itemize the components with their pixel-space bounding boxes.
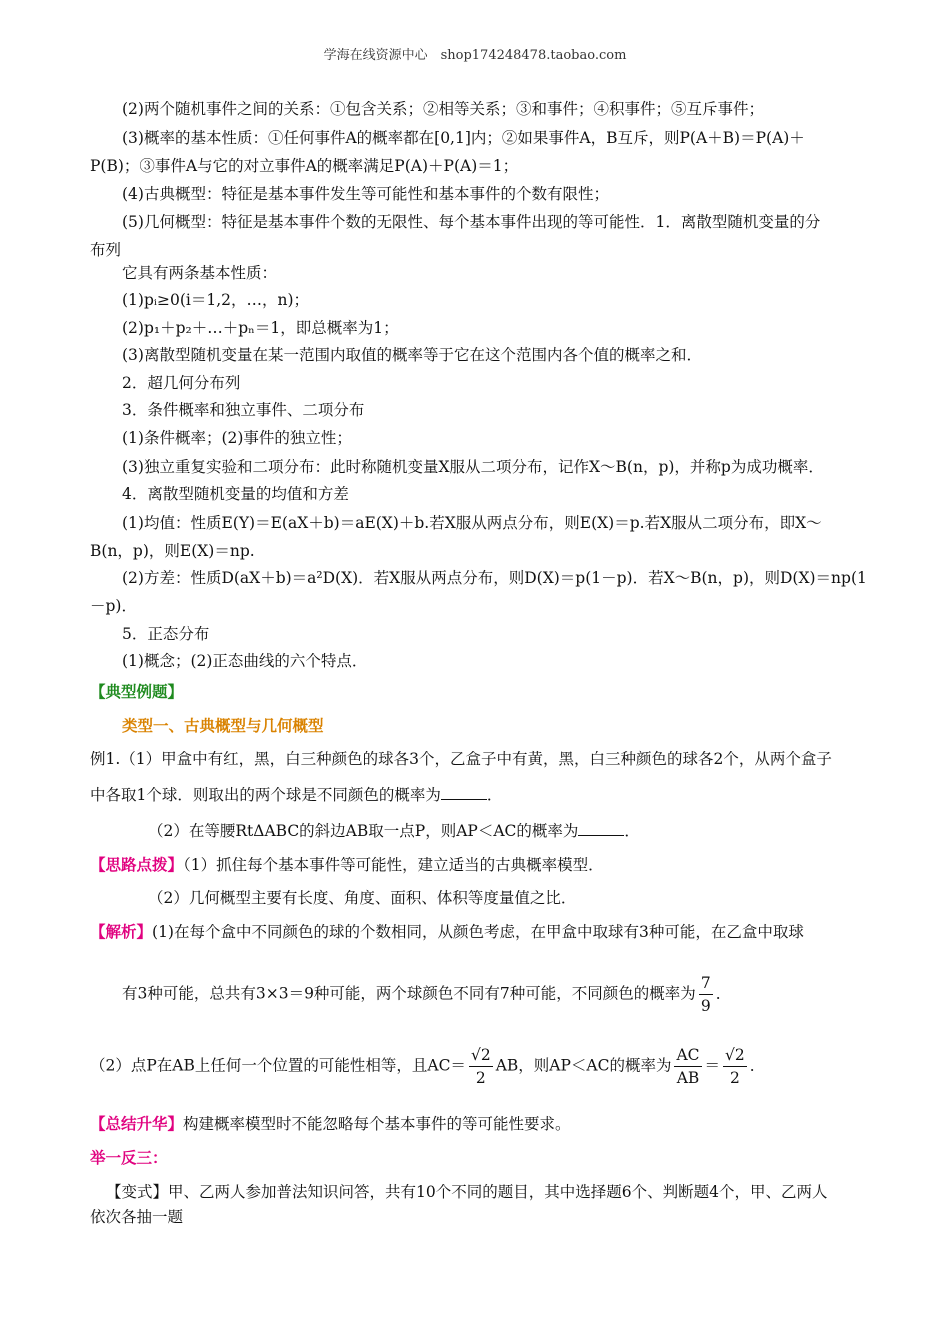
hint-line: （2）几何概型主要有长度、角度、面积、体积等度量值之比． xyxy=(148,889,577,907)
example-line xyxy=(90,785,502,805)
fraction-denominator: AB xyxy=(676,1069,700,1087)
fraction-denominator: 9 xyxy=(700,997,711,1015)
text-line: (1)均值：性质E(Y)＝E(aX＋b)＝aE(X)＋b.若X服从两点分布，则E(X)＝p.若X服从二项分布，即X～ xyxy=(122,514,822,532)
text-line: 3．条件概率和独立事件、二项分布 xyxy=(122,401,365,419)
answer-blank xyxy=(578,821,624,836)
fraction xyxy=(469,1044,493,1089)
fraction-numerator: AC xyxy=(674,1044,701,1067)
example-text: ． xyxy=(486,786,503,804)
hint-text: （1）抓住每个基本事件等可能性，建立适当的古典概率模型． xyxy=(183,856,604,874)
text-line: (1)条件概率；(2)事件的独立性； xyxy=(122,429,352,447)
solution-text: (1)在每个盒中不同颜色的球的个数相同，从颜色考虑，在甲盒中取球有3种可能，在乙盒中取球 xyxy=(152,923,804,941)
practice-line: 【变式】甲、乙两人参加普法知识问答，共有10个不同的题目，其中选择题6个、判断题4个，甲、乙两人 xyxy=(106,1183,828,1201)
fraction-denominator: 2 xyxy=(475,1069,486,1087)
text-line: 布列 xyxy=(90,241,122,259)
text-line: 它具有两条基本性质： xyxy=(122,264,278,282)
text-line: 4．离散型随机变量的均值和方差 xyxy=(122,485,349,503)
example-text: 中各取1个球．则取出的两个球是不同颜色的概率为 xyxy=(90,786,441,804)
example-text: ． xyxy=(624,822,640,840)
text-line: (3)独立重复实验和二项分布：此时称随机变量X服从二项分布，记作X～B(n，p)，并称p为成功概率． xyxy=(122,458,824,476)
answer-blank xyxy=(441,785,487,800)
example-line: 例1.（1）甲盒中有红，黑，白三种颜色的球各3个，乙盒子中有黄，黑，白三种颜色的球各2个，从两个盒子 xyxy=(90,750,832,768)
text-line: P(B)；③事件A与它的对立事件A的概率满足P(A)＋P(A)＝1； xyxy=(90,157,519,175)
hint-line xyxy=(90,855,604,875)
type-title: 类型一、古典概型与几何概型 xyxy=(122,716,324,735)
fraction xyxy=(723,1044,747,1089)
solution-text: AB，则AP＜AC的概率为 xyxy=(495,1056,672,1075)
fraction-numerator: 7 xyxy=(699,972,713,995)
text-line: (5)几何概型：特征是基本事件个数的无限性、每个基本事件出现的等可能性．1．离散型随机变量的分 xyxy=(122,213,821,231)
practice-line: 依次各抽一题 xyxy=(90,1208,184,1226)
solution-text: ． xyxy=(749,1056,766,1075)
practice-label: 举一反三： xyxy=(90,1148,168,1167)
solution-text: （2）点P在AB上任何一个位置的可能性相等，且AC＝ xyxy=(90,1056,466,1075)
fraction-denominator: 2 xyxy=(729,1069,740,1087)
text-line: (3)概率的基本性质：①任何事件A的概率都在[0,1]内；②如果事件A，B互斥，则P(A＋B)＝P(A)＋ xyxy=(122,129,805,147)
text-line: (3)离散型随机变量在某一范围内取值的概率等于它在这个范围内各个值的概率之和． xyxy=(122,346,702,364)
text-line: (2)p₁＋p₂＋…＋pₙ＝1，即总概率为1； xyxy=(122,319,399,337)
summary-line xyxy=(90,1114,571,1134)
solution-line xyxy=(90,1044,765,1089)
section-title: 【典型例题】 xyxy=(90,682,184,701)
solution-text: 有3种可能，总共有3×3＝9种可能，两个球颜色不同有7种可能，不同颜色的概率为 xyxy=(122,984,696,1003)
fraction xyxy=(674,1044,701,1089)
text-line: 5．正态分布 xyxy=(122,625,210,643)
text-line: (4)古典概型：特征是基本事件发生等可能性和基本事件的个数有限性； xyxy=(122,185,609,203)
solution-line xyxy=(90,922,804,942)
hint-label: 【思路点拨】 xyxy=(90,855,184,874)
page-header: 学海在线资源中心 shop174248478.taobao.com xyxy=(323,48,627,63)
text-line: (1)pᵢ≥0(i＝1,2，…，n)； xyxy=(122,291,310,309)
text-line: (2)两个随机事件之间的关系：①包含关系；②相等关系；③和事件；④积事件；⑤互斥事件； xyxy=(122,100,764,118)
text-line: －p)． xyxy=(90,597,137,615)
text-line: 2．超几何分布列 xyxy=(122,374,241,392)
example-text: （2）在等腰RtΔABC的斜边AB取一点P，则AP＜AC的概率为 xyxy=(148,822,579,840)
example-line xyxy=(148,821,640,841)
text-line: B(n，p)，则E(X)＝np. xyxy=(90,542,255,560)
summary-label: 【总结升华】 xyxy=(90,1114,184,1133)
text-line: (2)方差：性质D(aX＋b)＝a²D(X)．若X服从两点分布，则D(X)＝p(1－p)．若X～B(n，p)，则D(X)＝np(1 xyxy=(122,569,867,587)
fraction-numerator: √2 xyxy=(469,1044,493,1067)
solution-line xyxy=(122,972,731,1017)
fraction xyxy=(699,972,713,1017)
summary-text: 构建概率模型时不能忽略每个基本事件的等可能性要求。 xyxy=(183,1115,571,1133)
text-line: (1)概念；(2)正态曲线的六个特点． xyxy=(122,652,368,670)
solution-label: 【解析】 xyxy=(90,922,153,941)
fraction-numerator: √2 xyxy=(723,1044,747,1067)
solution-text: ． xyxy=(715,984,732,1003)
solution-text: ＝ xyxy=(704,1056,721,1075)
